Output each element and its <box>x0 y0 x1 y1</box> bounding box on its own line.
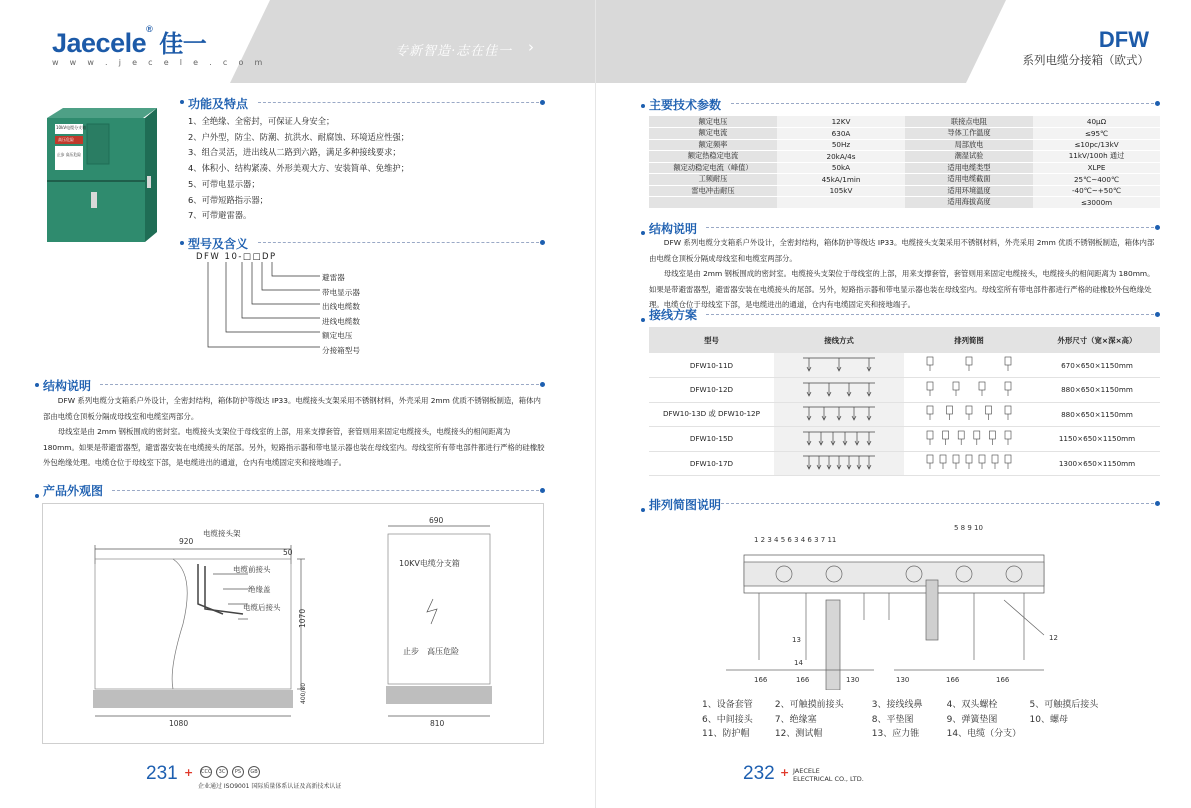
appearance-drawing <box>42 503 544 744</box>
ccc-cert-icon: CCC <box>200 766 212 778</box>
wiring-layout <box>904 451 1034 476</box>
tech-cell: 额定动稳定电流（峰值） <box>649 162 777 174</box>
arrangement-diagram <box>714 520 1074 690</box>
section-divider <box>721 503 1159 504</box>
tech-cell: 额定热稳定电流 <box>649 151 777 163</box>
tech-table <box>649 116 1160 209</box>
wiring-model: DFW10-15D <box>649 427 774 452</box>
tech-cell: 联接点电阻 <box>905 116 1033 128</box>
box-warning: 止步 高压危险 <box>403 647 459 656</box>
feature-item: 5、可带电显示器； <box>188 178 260 189</box>
tech-cell: 额定电压 <box>649 116 777 128</box>
page-number: 231 <box>146 763 178 784</box>
legend-item: 3、接线线鼻 <box>871 700 923 710</box>
tech-cell: 局部放电 <box>905 139 1033 151</box>
arrangement-icon <box>924 452 1014 472</box>
wiring-layout <box>904 353 1034 378</box>
structure-title: 结构说明 <box>43 379 92 393</box>
wiring-mode <box>774 451 904 476</box>
slogan: 专新智造·志在佳一 <box>395 44 513 59</box>
bullet-icon <box>35 383 39 387</box>
gb-cert-icon: GB <box>248 766 260 778</box>
wiring-size: 880×650×1150mm <box>1034 378 1160 403</box>
bullet-icon <box>641 318 645 322</box>
tech-cell: 适用环境温度 <box>905 185 1033 197</box>
arrangement-icon <box>924 428 1014 448</box>
model-item: 避雷器 <box>322 273 345 282</box>
wiring-model: DFW10-17D <box>649 451 774 476</box>
tech-cell: 50kA <box>777 162 905 174</box>
wiring-row <box>649 378 1160 403</box>
3c-cert-icon: 3C <box>216 766 228 778</box>
wiring-row <box>649 402 1160 427</box>
tech-cell: 50Hz <box>777 139 905 151</box>
wiring-layout <box>904 427 1034 452</box>
wiring-header: 接线方式 <box>774 327 904 353</box>
tech-title: 主要技术参数 <box>649 98 722 112</box>
right-page <box>596 0 1191 808</box>
tech-cell <box>777 197 905 209</box>
legend-item: 7、绝缘塞 <box>774 714 817 725</box>
diagram-legend <box>702 698 1098 742</box>
series-code: DFW <box>1098 27 1149 52</box>
wiring-mode <box>774 378 904 403</box>
tech-cell: 适用电缆类型 <box>905 162 1033 174</box>
tech-cell: 45kA/1min <box>777 174 905 186</box>
section-divider <box>731 103 1159 104</box>
tech-row <box>649 185 1160 197</box>
bullet-icon <box>180 100 184 104</box>
section-divider <box>112 490 544 491</box>
wiring-row <box>649 427 1160 452</box>
cabinet-plate-text: 10kV电缆分支箱 <box>56 125 87 130</box>
wiring-mode-icon <box>799 403 879 423</box>
bullet-icon <box>35 494 39 498</box>
cabinet-warning-text: 高压危险 <box>58 137 74 142</box>
structure-text <box>43 393 548 471</box>
wiring-model: DFW10-13D 或 DFW10-12P <box>649 402 774 427</box>
wiring-header: 排列简图 <box>904 327 1034 353</box>
section-divider <box>258 102 544 103</box>
ps-cert-icon: PS <box>232 766 244 778</box>
legend-item: 4、双头螺栓 <box>946 700 998 710</box>
legend-item: 1、设备套管 <box>702 700 753 710</box>
dim-label: 810 <box>430 719 445 728</box>
model-tree-lines <box>200 262 324 352</box>
structure-paragraph: 母线室是由 2mm 钢板围成的密封室。电缆接头支架位于母线室的上部，用来支撑套管，套管则用来固定电缆接头，电缆接头的相间距离为 180mm。如果是带避雷器型，避雷器安装在电缆接头的尾部。另外，短路指示器和带电显示器也装在母线室内。母线室所有带电部件都进行严格的硅橡胶外包绝缘处理。电缆仓位于母线室下部，是电缆进出的通道，仓内有电缆固定夹和接地端子。 <box>649 269 1155 310</box>
legend-item: 9、弹簧垫图 <box>946 714 998 725</box>
series-subtitle: 系列电缆分接箱（欧式） <box>1022 53 1149 67</box>
tech-cell: 潮湿试验 <box>905 151 1033 163</box>
feature-item: 7、可带避雷器。 <box>188 210 252 221</box>
legend-item: 14、电缆（分支） <box>946 729 1022 739</box>
feature-item: 1、全绝缘、全密封，可保证人身安全； <box>188 116 335 126</box>
tech-cell: 工频耐压 <box>649 174 777 186</box>
company-name <box>793 767 864 783</box>
model-item: 出线电缆数 <box>322 302 360 312</box>
tech-row <box>649 128 1160 140</box>
company-line: JAECELE <box>793 767 820 775</box>
wiring-mode-icon <box>799 379 879 399</box>
section-divider <box>706 314 1159 315</box>
feature-item: 4、体积小、结构紧凑、外形美观大方、安装简单、免维护； <box>188 163 409 174</box>
dim-label: 400/80 <box>300 682 307 704</box>
chevron-right-icon: › <box>528 38 534 56</box>
tech-cell: 20kA/4s <box>777 151 905 163</box>
structure-paragraph: DFW 系列电缆分支箱系户外设计，全密封结构，箱体防护等级达 IP33。电缆接头支架采用不锈钢材料，外壳采用 2mm 优质不锈钢板制造，箱体内部由电缆仓顶板分隔成母线室和电缆室两部分。 <box>43 396 541 421</box>
features-list <box>188 114 409 224</box>
wiring-header: 外形尺寸（宽×深×高） <box>1034 327 1160 353</box>
tech-cell: 适用电缆截面 <box>905 174 1033 186</box>
bullet-icon <box>641 231 645 235</box>
plus-icon: + <box>780 766 790 779</box>
tech-cell: 105kV <box>777 185 905 197</box>
tech-cell: 11kV/100h 通过 <box>1033 151 1160 163</box>
box-title: 10KV电缆分支箱 <box>399 559 460 568</box>
tech-cell: ≤10pc/13kV <box>1033 139 1160 151</box>
section-divider <box>258 242 544 243</box>
legend-item: 12、测试帽 <box>774 729 823 739</box>
tech-cell: -40℃~+50℃ <box>1033 185 1160 197</box>
dim-label: 166 <box>754 676 768 684</box>
legend-item: 10、螺母 <box>1029 714 1068 725</box>
left-header <box>0 0 595 83</box>
structure-paragraph: 母线室是由 2mm 钢板围成的密封室。电缆接头支架位于母线室的上部，用来支撑套管，套管则用来固定电缆接头，电缆接头的相间距离为 180mm。如果是带避雷器型，避雷器安装在电缆接头的尾部。另外，短路指示器和带电显示器也装在母线室内。母线室所有带电部件都进行严格的硅橡胶外包绝缘处理。电缆仓位于母线室下部，是电缆进出的通道，仓内有电缆固定夹和接地端子。 <box>43 427 545 468</box>
wiring-mode-icon <box>799 354 879 374</box>
tech-row <box>649 151 1160 163</box>
model-code: DFW 10-□□DP <box>196 252 277 262</box>
company-line: ELECTRICAL CO., LTD. <box>793 775 864 783</box>
cert-text: 企业通过 ISO9001 国际质量体系认证及高新技术认证 <box>198 783 342 790</box>
tech-cell: 25℃~400℃ <box>1033 174 1160 186</box>
wiring-size: 1300×650×1150mm <box>1034 451 1160 476</box>
legend-item: 6、中间接头 <box>702 714 753 725</box>
section-divider <box>100 384 544 385</box>
tech-row <box>649 162 1160 174</box>
wiring-model: DFW10-11D <box>649 353 774 378</box>
wiring-title: 接线方案 <box>649 308 698 322</box>
part-label: 电缆后接头 <box>243 603 281 612</box>
tech-row <box>649 174 1160 186</box>
wiring-row <box>649 451 1160 476</box>
page-number: 232 <box>743 763 775 784</box>
dimension-drawing <box>43 504 543 743</box>
brand-url: w w w . j e c e l e . c o m <box>52 58 267 67</box>
model-items <box>322 271 360 359</box>
structure-text <box>649 235 1161 313</box>
legend-item: 13、应力锥 <box>871 729 920 739</box>
dim-label: 690 <box>429 516 444 525</box>
dim-label: 130 <box>846 676 860 684</box>
plus-icon: + <box>184 766 194 779</box>
legend-item: 8、平垫图 <box>871 714 914 725</box>
feature-item: 2、户外型，防尘、防潮、抗洪水、耐腐蚀、环境适应性强； <box>188 131 409 142</box>
wiring-layout <box>904 402 1034 427</box>
wiring-mode <box>774 402 904 427</box>
tech-cell: 导体工作温度 <box>905 128 1033 140</box>
tech-cell: ≤95℃ <box>1033 128 1160 140</box>
left-page <box>0 0 595 808</box>
diagram-callout: 14 <box>794 659 803 667</box>
feature-item: 6、可带短路指示器； <box>188 194 268 205</box>
dim-label: 166 <box>946 676 960 684</box>
tech-row <box>649 116 1160 128</box>
legend-item: 5、可触摸后接头 <box>1029 700 1099 710</box>
wiring-row <box>649 353 1160 378</box>
dim-label: 1070 <box>298 608 307 628</box>
right-header <box>596 0 1191 83</box>
model-item: 进线电缆数 <box>322 316 360 326</box>
wiring-mode <box>774 353 904 378</box>
wiring-mode <box>774 427 904 452</box>
part-label: 电缆前接头 <box>233 565 271 574</box>
diagram-callouts: 5 8 9 10 <box>954 524 983 532</box>
dim-label: 1080 <box>169 719 189 728</box>
wiring-size: 1150×650×1150mm <box>1034 427 1160 452</box>
structure-paragraph: DFW 系列电缆分支箱系户外设计，全密封结构，箱体防护等级达 IP33。电缆接头支架采用不锈钢材料，外壳采用 2mm 优质不锈钢板制造，箱体内部由电缆仓顶板分隔成母线室和电缆室两部分。 <box>649 238 1155 263</box>
tech-cell: 雷电冲击耐压 <box>649 185 777 197</box>
tech-cell: 额定频率 <box>649 139 777 151</box>
model-item: 分接箱型号 <box>322 345 360 355</box>
tech-row <box>649 197 1160 209</box>
structure-title: 结构说明 <box>649 222 698 236</box>
dim-label: 920 <box>179 537 194 546</box>
feature-item: 3、组合灵活，进出线从二路到六路，满足多种接线要求； <box>188 147 401 158</box>
diagram-title: 排列简图说明 <box>649 498 722 512</box>
dim-label: 166 <box>796 676 810 684</box>
arrangement-icon <box>924 354 1014 374</box>
bullet-icon <box>641 104 645 108</box>
dim-label: 130 <box>896 676 910 684</box>
arrangement-icon <box>924 379 1014 399</box>
features-title: 功能及特点 <box>188 97 249 111</box>
model-item: 带电显示器 <box>322 287 360 297</box>
arrangement-icon <box>924 403 1014 423</box>
wiring-mode-icon <box>799 452 879 472</box>
tech-cell: 630A <box>777 128 905 140</box>
appearance-title: 产品外观图 <box>43 484 104 498</box>
bullet-icon <box>641 508 645 512</box>
tech-row <box>649 139 1160 151</box>
wiring-mode-icon <box>799 428 879 448</box>
tech-cell: 适用海拔高度 <box>905 197 1033 209</box>
wiring-size: 670×650×1150mm <box>1034 353 1160 378</box>
part-label: 绝缘盖 <box>248 585 271 594</box>
wiring-model: DFW10-12D <box>649 378 774 403</box>
diagram-callout: 12 <box>1049 634 1058 642</box>
diagram-callouts: 1 2 3 4 5 6 3 4 6 3 7 11 <box>754 536 837 544</box>
tech-cell: XLPE <box>1033 162 1160 174</box>
tech-cell: ≤3000m <box>1033 197 1160 209</box>
legend-item: 2、可触摸前接头 <box>774 700 844 710</box>
brand-logo: Jaecele® 佳一 <box>52 24 207 58</box>
section-divider <box>706 227 1159 228</box>
cabinet-sub-text: 止步 高压危险 <box>57 152 81 157</box>
tech-cell: 额定电流 <box>649 128 777 140</box>
wiring-header: 型号 <box>649 327 774 353</box>
diagram-callout: 13 <box>792 636 801 644</box>
model-item: 额定电压 <box>322 331 353 341</box>
tech-cell <box>649 197 777 209</box>
wiring-size: 880×650×1150mm <box>1034 402 1160 427</box>
dim-label: 50 <box>283 548 293 557</box>
tech-cell: 40μΩ <box>1033 116 1160 128</box>
tech-cell: 12KV <box>777 116 905 128</box>
wiring-table <box>649 327 1160 476</box>
model-title: 型号及含义 <box>188 237 249 251</box>
wiring-layout <box>904 378 1034 403</box>
part-label: 电缆接头架 <box>203 529 241 538</box>
dim-label: 166 <box>996 676 1010 684</box>
legend-item: 11、防护帽 <box>702 729 750 739</box>
bullet-icon <box>180 241 184 245</box>
